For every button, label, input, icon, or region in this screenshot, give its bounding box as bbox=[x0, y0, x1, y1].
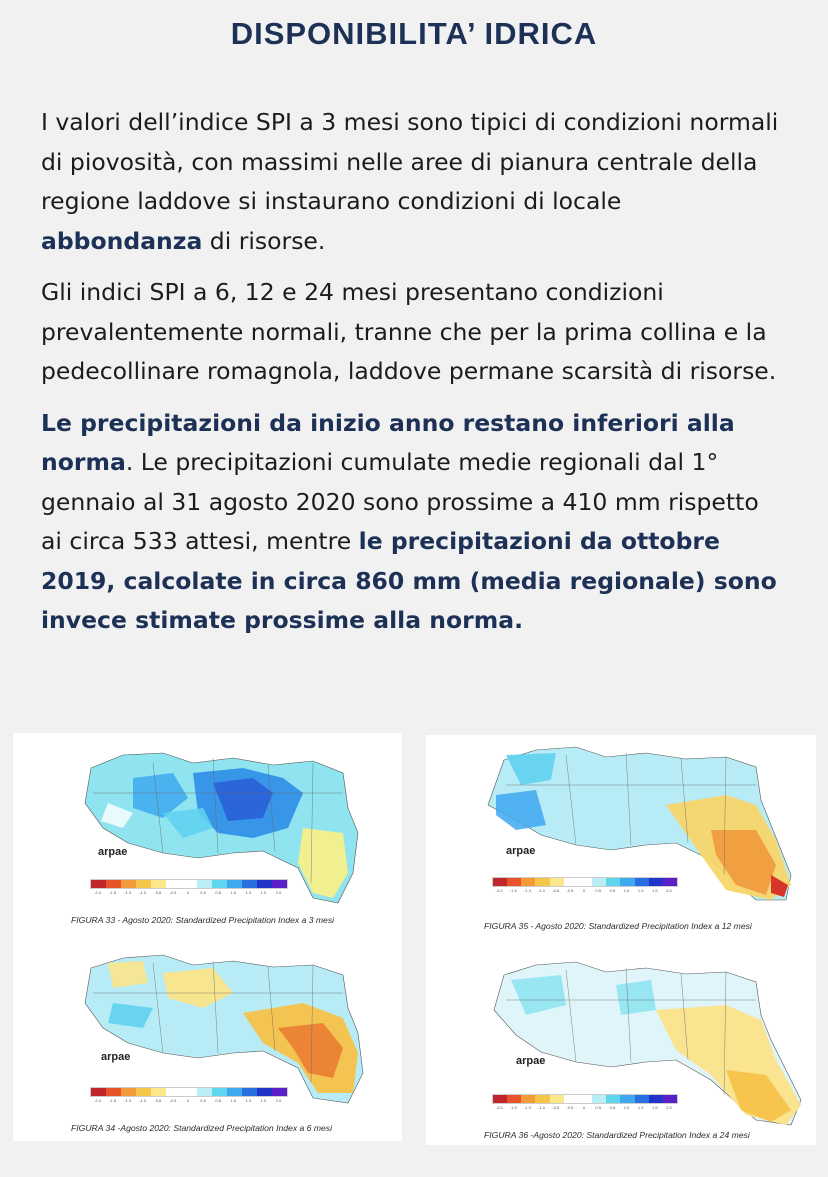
arpae-logo: arpae bbox=[516, 1055, 546, 1067]
legend-swatch bbox=[136, 1088, 151, 1096]
legend-swatch bbox=[166, 880, 181, 888]
legend-tick: 1.3 bbox=[637, 1105, 644, 1110]
spi-3-month-map bbox=[13, 733, 402, 933]
legend-tick: 2.0 bbox=[275, 1098, 282, 1103]
legend-tick: 1.0 bbox=[623, 1105, 630, 1110]
arpae-logo: arpae bbox=[506, 845, 536, 857]
legend-swatch bbox=[212, 880, 227, 888]
legend-swatch bbox=[493, 878, 507, 886]
legend-swatch bbox=[606, 1095, 620, 1103]
main-text bbox=[41, 103, 781, 653]
legend-swatch bbox=[550, 1095, 564, 1103]
legend-tick: 0 bbox=[582, 1105, 586, 1110]
legend-swatch bbox=[166, 1088, 181, 1096]
legend-tick: -0.8 bbox=[154, 1098, 162, 1103]
legend-tick: 2.0 bbox=[666, 1105, 672, 1110]
legend-tick: -1.5 bbox=[509, 1105, 517, 1110]
paragraph-spi-6-12-24: Gli indici SPI a 6, 12 e 24 mesi presentano condizioni prevalentemente normali, tranne che per la prima collina e la pedecollinare romagnola, laddove permane scarsità di risorse. bbox=[41, 278, 777, 385]
legend-swatch bbox=[535, 1095, 549, 1103]
legend-swatch bbox=[242, 880, 257, 888]
legend-tick: 1.0 bbox=[623, 888, 630, 893]
legend-swatch bbox=[578, 878, 592, 886]
legend-swatch bbox=[257, 880, 272, 888]
legend-tick: 1.3 bbox=[245, 890, 252, 895]
legend-tick: -2.0 bbox=[94, 890, 101, 895]
figure-caption-35: FIGURA 35 - Agosto 2020: Standardized Precipitation Index a 12 mesi bbox=[484, 921, 752, 931]
legend-ticks-35 bbox=[492, 888, 676, 893]
legend-tick: -1.0 bbox=[139, 890, 147, 895]
legend-tick: -1.0 bbox=[538, 1105, 545, 1110]
legend-swatch bbox=[106, 1088, 121, 1096]
legend-tick: 0.5 bbox=[200, 1098, 206, 1103]
legend-tick: -0.8 bbox=[552, 888, 560, 893]
legend-tick: 0.5 bbox=[200, 890, 206, 895]
arpae-logo: arpae bbox=[101, 1051, 131, 1063]
legend-swatch bbox=[649, 1095, 663, 1103]
legend-swatch bbox=[181, 880, 196, 888]
legend-swatch bbox=[91, 880, 106, 888]
legend-tick: -0.5 bbox=[566, 1105, 574, 1110]
legend-ticks-36 bbox=[492, 1105, 676, 1110]
legend-swatch bbox=[620, 1095, 634, 1103]
legend-swatch bbox=[227, 1088, 242, 1096]
legend-swatch bbox=[272, 1088, 287, 1096]
legend-swatch bbox=[606, 878, 620, 886]
legend-tick: 0.5 bbox=[595, 1105, 601, 1110]
legend-tick: 1.3 bbox=[637, 888, 644, 893]
legend-swatch bbox=[620, 878, 634, 886]
legend-swatch bbox=[197, 880, 212, 888]
legend-swatch bbox=[212, 1088, 227, 1096]
legend-tick: 0.8 bbox=[215, 890, 221, 895]
legend-swatch bbox=[106, 880, 121, 888]
legend-swatch bbox=[136, 880, 151, 888]
legend-swatch bbox=[272, 880, 287, 888]
legend-tick: 2.0 bbox=[275, 890, 282, 895]
figure-card-left bbox=[13, 733, 402, 1141]
legend-tick: -1.5 bbox=[109, 890, 117, 895]
legend-tick: -0.5 bbox=[566, 888, 574, 893]
legend-tick: -1.0 bbox=[538, 888, 545, 893]
legend-tick: 1.5 bbox=[652, 1105, 658, 1110]
paragraph-precipitation: Le precipitazioni da inizio anno restano inferiori alla norma. Le precipitazioni cumulate medie regionali dal 1° gennaio al 31 agosto 2020 sono prossime a 410 mm rispetto ai circa 533 attesi, mentre le precipitazioni da ottobre 2019, calcolate in circa 860 mm (media regionale) sono invece stimate prossime alla norma. bbox=[41, 408, 777, 634]
legend-tick: 0.8 bbox=[609, 888, 616, 893]
legend-swatch bbox=[493, 1095, 507, 1103]
spi-legend-34 bbox=[90, 1087, 288, 1097]
legend-swatch bbox=[121, 880, 136, 888]
figure-card-right bbox=[426, 735, 816, 1145]
legend-tick: 1.5 bbox=[260, 890, 267, 895]
legend-swatch bbox=[635, 878, 649, 886]
legend-tick: -2.0 bbox=[94, 1098, 101, 1103]
legend-tick: -1.3 bbox=[523, 1105, 531, 1110]
legend-tick: -2.0 bbox=[495, 1105, 503, 1110]
legend-tick: 0.5 bbox=[595, 888, 601, 893]
legend-swatch bbox=[578, 1095, 592, 1103]
legend-swatch bbox=[181, 1088, 196, 1096]
legend-tick: 0 bbox=[582, 888, 586, 893]
page-title: DISPONIBILITA’ IDRICA bbox=[230, 16, 598, 51]
figure-caption-36: FIGURA 36 -Agosto 2020: Standardized Precipitation Index a 24 mesi bbox=[484, 1130, 750, 1140]
legend-swatch bbox=[242, 1088, 257, 1096]
paragraph-spi-3: I valori dell’indice SPI a 3 mesi sono tipici di condizioni normali di piovosità, con massimi nelle aree di pianura centrale della regione laddove si instaurano condizioni di locale abbondanza di risorse. bbox=[41, 108, 779, 255]
legend-tick: -1.3 bbox=[124, 890, 132, 895]
spi-legend-36 bbox=[492, 1094, 678, 1104]
legend-tick: 0 bbox=[186, 890, 190, 895]
legend-swatch bbox=[151, 880, 166, 888]
legend-tick: 2.0 bbox=[666, 888, 672, 893]
legend-tick: -1.3 bbox=[124, 1098, 132, 1103]
legend-swatch bbox=[592, 1095, 606, 1103]
legend-tick: -1.5 bbox=[109, 1098, 117, 1103]
legend-swatch bbox=[663, 878, 677, 886]
legend-tick: 1.5 bbox=[652, 888, 658, 893]
legend-tick: 1.0 bbox=[230, 1098, 237, 1103]
legend-tick: -0.5 bbox=[169, 1098, 177, 1103]
legend-swatch bbox=[151, 1088, 166, 1096]
legend-swatch bbox=[663, 1095, 677, 1103]
legend-tick: 1.5 bbox=[260, 1098, 267, 1103]
legend-swatch bbox=[592, 878, 606, 886]
legend-tick: 0.8 bbox=[609, 1105, 616, 1110]
figure-caption-33: FIGURA 33 - Agosto 2020: Standardized Precipitation Index a 3 mesi bbox=[71, 915, 335, 925]
legend-tick: 1.0 bbox=[230, 890, 237, 895]
legend-swatch bbox=[197, 1088, 212, 1096]
legend-swatch bbox=[91, 1088, 106, 1096]
legend-swatch bbox=[550, 878, 564, 886]
legend-tick: -0.8 bbox=[154, 890, 162, 895]
legend-swatch bbox=[635, 1095, 649, 1103]
legend-ticks-34 bbox=[90, 1098, 286, 1103]
spi-6-month-map bbox=[13, 943, 402, 1133]
legend-ticks-33 bbox=[90, 890, 286, 895]
legend-swatch bbox=[227, 880, 242, 888]
legend-swatch bbox=[649, 878, 663, 886]
legend-tick: -0.5 bbox=[169, 890, 177, 895]
spi-legend-35 bbox=[492, 877, 678, 887]
legend-tick: 1.3 bbox=[245, 1098, 252, 1103]
legend-tick: 0 bbox=[186, 1098, 190, 1103]
legend-tick: -1.0 bbox=[139, 1098, 147, 1103]
legend-swatch bbox=[507, 878, 521, 886]
spi-24-month-map bbox=[426, 950, 816, 1140]
legend-swatch bbox=[564, 1095, 578, 1103]
legend-swatch bbox=[121, 1088, 136, 1096]
spi-12-month-map bbox=[426, 735, 816, 935]
legend-swatch bbox=[521, 1095, 535, 1103]
legend-tick: -0.8 bbox=[552, 1105, 560, 1110]
spi-legend-33 bbox=[90, 879, 288, 889]
legend-tick: 0.8 bbox=[215, 1098, 221, 1103]
legend-swatch bbox=[507, 1095, 521, 1103]
legend-tick: -1.5 bbox=[509, 888, 517, 893]
legend-tick: -2.0 bbox=[495, 888, 503, 893]
arpae-logo: arpae bbox=[98, 846, 128, 858]
legend-swatch bbox=[535, 878, 549, 886]
legend-tick: -1.3 bbox=[523, 888, 531, 893]
figure-caption-34: FIGURA 34 -Agosto 2020: Standardized Precipitation Index a 6 mesi bbox=[71, 1123, 332, 1133]
legend-swatch bbox=[257, 1088, 272, 1096]
legend-swatch bbox=[521, 878, 535, 886]
legend-swatch bbox=[564, 878, 578, 886]
